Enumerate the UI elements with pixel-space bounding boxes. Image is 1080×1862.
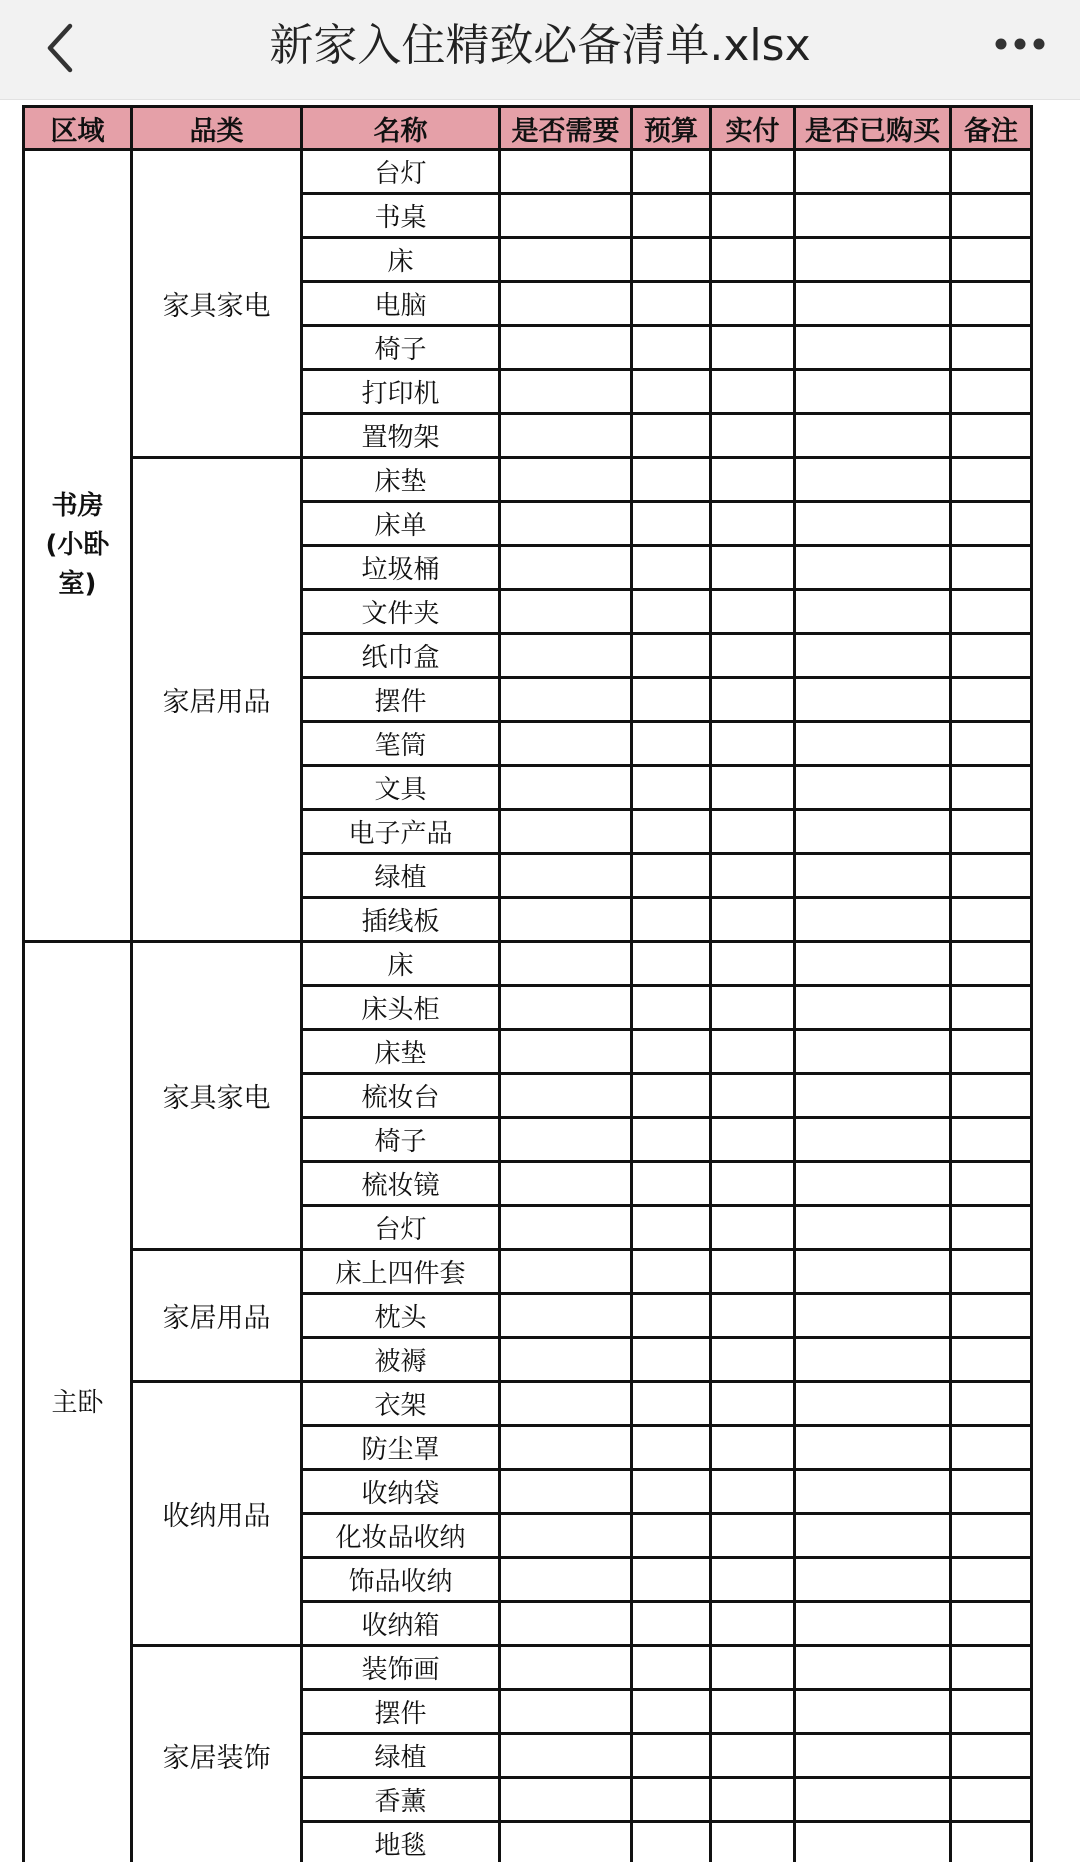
paid-cell[interactable] — [711, 238, 795, 282]
budget-cell[interactable] — [632, 1646, 711, 1690]
budget-cell[interactable] — [632, 766, 711, 810]
note-cell[interactable] — [951, 1514, 1032, 1558]
budget-cell[interactable] — [632, 1206, 711, 1250]
table-row — [24, 150, 1032, 194]
note-cell[interactable] — [951, 238, 1032, 282]
purchased-cell[interactable] — [795, 150, 951, 194]
note-cell[interactable] — [951, 502, 1032, 546]
budget-cell[interactable] — [632, 1030, 711, 1074]
purchased-cell[interactable] — [795, 678, 951, 722]
need-cell[interactable] — [500, 634, 632, 678]
note-cell[interactable] — [951, 1162, 1032, 1206]
need-cell[interactable] — [500, 766, 632, 810]
item-name-cell[interactable]: 文件夹 — [302, 590, 500, 634]
paid-cell[interactable] — [711, 282, 795, 326]
note-cell[interactable] — [951, 722, 1032, 766]
need-cell[interactable] — [500, 898, 632, 942]
budget-cell[interactable] — [632, 986, 711, 1030]
paid-cell[interactable] — [711, 194, 795, 238]
budget-cell[interactable] — [632, 1382, 711, 1426]
item-name-cell[interactable]: 床头柜 — [302, 986, 500, 1030]
note-cell[interactable] — [951, 1294, 1032, 1338]
need-cell[interactable] — [500, 1514, 632, 1558]
paid-cell[interactable] — [711, 1206, 795, 1250]
item-name-cell[interactable]: 置物架 — [302, 414, 500, 458]
item-name-cell[interactable]: 绿植 — [302, 854, 500, 898]
item-name-cell[interactable]: 打印机 — [302, 370, 500, 414]
category-cell[interactable]: 收纳用品 — [132, 1382, 302, 1646]
purchased-cell[interactable] — [795, 1514, 951, 1558]
table-row — [24, 1646, 1032, 1690]
item-name-cell[interactable]: 梳妆台 — [302, 1074, 500, 1118]
need-cell[interactable] — [500, 1074, 632, 1118]
paid-cell[interactable] — [711, 1162, 795, 1206]
purchased-cell[interactable] — [795, 942, 951, 986]
need-cell[interactable] — [500, 678, 632, 722]
item-name-cell[interactable]: 防尘罩 — [302, 1426, 500, 1470]
paid-header: 实付 — [711, 107, 795, 150]
need-cell[interactable] — [500, 458, 632, 502]
budget-cell[interactable] — [632, 810, 711, 854]
budget-cell[interactable] — [632, 1118, 711, 1162]
need-cell[interactable] — [500, 238, 632, 282]
paid-cell[interactable] — [711, 1558, 795, 1602]
need-cell[interactable] — [500, 1470, 632, 1514]
need-cell[interactable] — [500, 1602, 632, 1646]
purchased-cell[interactable] — [795, 1646, 951, 1690]
need-cell[interactable] — [500, 1382, 632, 1426]
paid-cell[interactable] — [711, 1602, 795, 1646]
budget-cell[interactable] — [632, 678, 711, 722]
purchased-cell[interactable] — [795, 1250, 951, 1294]
need-cell[interactable] — [500, 326, 632, 370]
item-name-cell[interactable]: 饰品收纳 — [302, 1558, 500, 1602]
purchased-cell[interactable] — [795, 1030, 951, 1074]
back-button[interactable] — [40, 18, 80, 78]
purchased-cell[interactable] — [795, 590, 951, 634]
purchased-cell[interactable] — [795, 634, 951, 678]
budget-cell[interactable] — [632, 898, 711, 942]
purchased-cell[interactable] — [795, 1382, 951, 1426]
item-name-cell[interactable]: 电脑 — [302, 282, 500, 326]
paid-cell[interactable] — [711, 458, 795, 502]
item-name-cell[interactable]: 电子产品 — [302, 810, 500, 854]
top-bar — [0, 0, 1080, 100]
paid-cell[interactable] — [711, 1250, 795, 1294]
purchased-header: 是否已购买 — [795, 107, 951, 150]
purchased-cell[interactable] — [795, 502, 951, 546]
item-name-cell[interactable]: 地毯 — [302, 1822, 500, 1862]
note-cell[interactable] — [951, 1690, 1032, 1734]
need-cell[interactable] — [500, 1206, 632, 1250]
purchased-cell[interactable] — [795, 766, 951, 810]
note-cell[interactable] — [951, 634, 1032, 678]
need-cell[interactable] — [500, 986, 632, 1030]
note-cell[interactable] — [951, 1030, 1032, 1074]
need-cell[interactable] — [500, 1690, 632, 1734]
budget-cell[interactable] — [632, 942, 711, 986]
item-name-cell[interactable]: 衣架 — [302, 1382, 500, 1426]
item-name-cell[interactable]: 文具 — [302, 766, 500, 810]
purchased-cell[interactable] — [795, 194, 951, 238]
item-name-cell[interactable]: 绿植 — [302, 1734, 500, 1778]
budget-cell[interactable] — [632, 150, 711, 194]
budget-cell[interactable] — [632, 1514, 711, 1558]
purchased-cell[interactable] — [795, 1778, 951, 1822]
budget-cell[interactable] — [632, 1250, 711, 1294]
purchased-cell[interactable] — [795, 1470, 951, 1514]
item-name-cell[interactable]: 装饰画 — [302, 1646, 500, 1690]
purchased-cell[interactable] — [795, 854, 951, 898]
note-cell[interactable] — [951, 1382, 1032, 1426]
need-cell[interactable] — [500, 810, 632, 854]
item-name-cell[interactable]: 枕头 — [302, 1294, 500, 1338]
note-cell[interactable] — [951, 1470, 1032, 1514]
zone-header: 区域 — [24, 107, 132, 150]
paid-cell[interactable] — [711, 1646, 795, 1690]
purchased-cell[interactable] — [795, 326, 951, 370]
need-cell[interactable] — [500, 1822, 632, 1862]
paid-cell[interactable] — [711, 1778, 795, 1822]
budget-cell[interactable] — [632, 634, 711, 678]
purchased-cell[interactable] — [795, 898, 951, 942]
budget-cell[interactable] — [632, 1822, 711, 1862]
budget-cell[interactable] — [632, 1602, 711, 1646]
note-header: 备注 — [951, 107, 1032, 150]
note-cell[interactable] — [951, 678, 1032, 722]
budget-cell[interactable] — [632, 370, 711, 414]
category-header: 品类 — [132, 107, 302, 150]
note-cell[interactable] — [951, 1778, 1032, 1822]
need-cell[interactable] — [500, 1030, 632, 1074]
need-cell[interactable] — [500, 590, 632, 634]
paid-cell[interactable] — [711, 722, 795, 766]
need-cell[interactable] — [500, 414, 632, 458]
purchased-cell[interactable] — [795, 1162, 951, 1206]
need-cell[interactable] — [500, 854, 632, 898]
budget-cell[interactable] — [632, 414, 711, 458]
paid-cell[interactable] — [711, 766, 795, 810]
item-name-cell[interactable]: 垃圾桶 — [302, 546, 500, 590]
note-cell[interactable] — [951, 942, 1032, 986]
need-cell[interactable] — [500, 1294, 632, 1338]
note-cell[interactable] — [951, 1338, 1032, 1382]
budget-cell[interactable] — [632, 502, 711, 546]
purchased-cell[interactable] — [795, 1074, 951, 1118]
budget-cell[interactable] — [632, 458, 711, 502]
budget-cell[interactable] — [632, 1778, 711, 1822]
item-name-cell[interactable]: 摆件 — [302, 1690, 500, 1734]
paid-cell[interactable] — [711, 326, 795, 370]
item-name-cell[interactable]: 床垫 — [302, 1030, 500, 1074]
need-cell[interactable] — [500, 194, 632, 238]
note-cell[interactable] — [951, 854, 1032, 898]
purchased-cell[interactable] — [795, 546, 951, 590]
name-header: 名称 — [302, 107, 500, 150]
note-cell[interactable] — [951, 1734, 1032, 1778]
need-cell[interactable] — [500, 942, 632, 986]
purchased-cell[interactable] — [795, 810, 951, 854]
category-cell[interactable]: 家居装饰 — [132, 1646, 302, 1862]
note-cell[interactable] — [951, 898, 1032, 942]
paid-cell[interactable] — [711, 898, 795, 942]
paid-cell[interactable] — [711, 546, 795, 590]
paid-cell[interactable] — [711, 678, 795, 722]
paid-cell[interactable] — [711, 370, 795, 414]
paid-cell[interactable] — [711, 502, 795, 546]
note-cell[interactable] — [951, 150, 1032, 194]
budget-cell[interactable] — [632, 1470, 711, 1514]
item-name-cell[interactable]: 床单 — [302, 502, 500, 546]
item-name-cell[interactable]: 床 — [302, 942, 500, 986]
need-cell[interactable] — [500, 1646, 632, 1690]
item-name-cell[interactable]: 梳妆镜 — [302, 1162, 500, 1206]
item-name-cell[interactable]: 床垫 — [302, 458, 500, 502]
note-cell[interactable] — [951, 1074, 1032, 1118]
purchased-cell[interactable] — [795, 282, 951, 326]
item-name-cell[interactable]: 床 — [302, 238, 500, 282]
more-options-button[interactable] — [985, 20, 1055, 68]
note-cell[interactable] — [951, 1206, 1032, 1250]
need-cell[interactable] — [500, 150, 632, 194]
budget-cell[interactable] — [632, 722, 711, 766]
need-header: 是否需要 — [500, 107, 632, 150]
paid-cell[interactable] — [711, 1514, 795, 1558]
table-row — [24, 458, 1032, 502]
item-name-cell[interactable]: 椅子 — [302, 326, 500, 370]
purchased-cell[interactable] — [795, 1206, 951, 1250]
paid-cell[interactable] — [711, 986, 795, 1030]
item-name-cell[interactable]: 床上四件套 — [302, 1250, 500, 1294]
paid-cell[interactable] — [711, 150, 795, 194]
document-title: 新家入住精致必备清单.xlsx — [269, 20, 811, 71]
item-name-cell[interactable]: 收纳袋 — [302, 1470, 500, 1514]
zone-cell[interactable]: 主卧 — [24, 942, 132, 1862]
checklist-table — [22, 105, 1033, 1862]
note-cell[interactable] — [951, 414, 1032, 458]
paid-cell[interactable] — [711, 1470, 795, 1514]
item-name-cell[interactable]: 摆件 — [302, 678, 500, 722]
paid-cell[interactable] — [711, 1030, 795, 1074]
note-cell[interactable] — [951, 766, 1032, 810]
paid-cell[interactable] — [711, 590, 795, 634]
budget-cell[interactable] — [632, 1558, 711, 1602]
table-row — [24, 942, 1032, 986]
paid-cell[interactable] — [711, 854, 795, 898]
note-cell[interactable] — [951, 590, 1032, 634]
budget-cell[interactable] — [632, 1338, 711, 1382]
zone-cell[interactable]: 书房 (小卧 室) — [24, 150, 132, 942]
purchased-cell[interactable] — [795, 1734, 951, 1778]
need-cell[interactable] — [500, 1778, 632, 1822]
note-cell[interactable] — [951, 1250, 1032, 1294]
need-cell[interactable] — [500, 370, 632, 414]
item-name-cell[interactable]: 化妆品收纳 — [302, 1514, 500, 1558]
purchased-cell[interactable] — [795, 1558, 951, 1602]
item-name-cell[interactable]: 收纳箱 — [302, 1602, 500, 1646]
need-cell[interactable] — [500, 1426, 632, 1470]
note-cell[interactable] — [951, 1602, 1032, 1646]
category-cell[interactable]: 家居用品 — [132, 458, 302, 942]
note-cell[interactable] — [951, 458, 1032, 502]
table-row — [24, 1250, 1032, 1294]
purchased-cell[interactable] — [795, 722, 951, 766]
paid-cell[interactable] — [711, 810, 795, 854]
purchased-cell[interactable] — [795, 1118, 951, 1162]
table-row — [24, 1382, 1032, 1426]
item-name-cell[interactable]: 香薰 — [302, 1778, 500, 1822]
note-cell[interactable] — [951, 1118, 1032, 1162]
need-cell[interactable] — [500, 1118, 632, 1162]
note-cell[interactable] — [951, 1822, 1032, 1862]
category-cell[interactable]: 家居用品 — [132, 1250, 302, 1382]
item-name-cell[interactable]: 书桌 — [302, 194, 500, 238]
purchased-cell[interactable] — [795, 1338, 951, 1382]
budget-cell[interactable] — [632, 590, 711, 634]
more-dots-icon — [985, 20, 1055, 68]
paid-cell[interactable] — [711, 1690, 795, 1734]
need-cell[interactable] — [500, 1250, 632, 1294]
spreadsheet-viewport[interactable] — [0, 100, 1080, 1862]
item-name-cell[interactable]: 纸巾盒 — [302, 634, 500, 678]
paid-cell[interactable] — [711, 1382, 795, 1426]
purchased-cell[interactable] — [795, 458, 951, 502]
category-cell[interactable]: 家具家电 — [132, 942, 302, 1250]
budget-cell[interactable] — [632, 194, 711, 238]
paid-cell[interactable] — [711, 1734, 795, 1778]
paid-cell[interactable] — [711, 942, 795, 986]
chevron-left-icon — [40, 18, 80, 78]
header-row — [24, 107, 1032, 150]
need-cell[interactable] — [500, 282, 632, 326]
paid-cell[interactable] — [711, 1294, 795, 1338]
budget-cell[interactable] — [632, 546, 711, 590]
need-cell[interactable] — [500, 1162, 632, 1206]
note-cell[interactable] — [951, 1558, 1032, 1602]
paid-cell[interactable] — [711, 634, 795, 678]
budget-cell[interactable] — [632, 1734, 711, 1778]
purchased-cell[interactable] — [795, 370, 951, 414]
note-cell[interactable] — [951, 326, 1032, 370]
budget-cell[interactable] — [632, 1690, 711, 1734]
purchased-cell[interactable] — [795, 1602, 951, 1646]
item-name-cell[interactable]: 台灯 — [302, 1206, 500, 1250]
item-name-cell[interactable]: 被褥 — [302, 1338, 500, 1382]
paid-cell[interactable] — [711, 414, 795, 458]
paid-cell[interactable] — [711, 1338, 795, 1382]
paid-cell[interactable] — [711, 1074, 795, 1118]
need-cell[interactable] — [500, 1558, 632, 1602]
category-cell[interactable]: 家具家电 — [132, 150, 302, 458]
purchased-cell[interactable] — [795, 238, 951, 282]
paid-cell[interactable] — [711, 1426, 795, 1470]
need-cell[interactable] — [500, 546, 632, 590]
item-name-cell[interactable]: 台灯 — [302, 150, 500, 194]
note-cell[interactable] — [951, 810, 1032, 854]
item-name-cell[interactable]: 笔筒 — [302, 722, 500, 766]
paid-cell[interactable] — [711, 1118, 795, 1162]
purchased-cell[interactable] — [795, 1426, 951, 1470]
budget-cell[interactable] — [632, 854, 711, 898]
budget-cell[interactable] — [632, 1162, 711, 1206]
need-cell[interactable] — [500, 722, 632, 766]
note-cell[interactable] — [951, 194, 1032, 238]
item-name-cell[interactable]: 插线板 — [302, 898, 500, 942]
budget-cell[interactable] — [632, 326, 711, 370]
note-cell[interactable] — [951, 370, 1032, 414]
purchased-cell[interactable] — [795, 1822, 951, 1862]
budget-cell[interactable] — [632, 238, 711, 282]
purchased-cell[interactable] — [795, 414, 951, 458]
budget-cell[interactable] — [632, 1426, 711, 1470]
paid-cell[interactable] — [711, 1822, 795, 1862]
note-cell[interactable] — [951, 546, 1032, 590]
budget-cell[interactable] — [632, 282, 711, 326]
budget-header: 预算 — [632, 107, 711, 150]
budget-cell[interactable] — [632, 1074, 711, 1118]
purchased-cell[interactable] — [795, 1690, 951, 1734]
budget-cell[interactable] — [632, 1294, 711, 1338]
note-cell[interactable] — [951, 986, 1032, 1030]
purchased-cell[interactable] — [795, 1294, 951, 1338]
need-cell[interactable] — [500, 1734, 632, 1778]
need-cell[interactable] — [500, 1338, 632, 1382]
item-name-cell[interactable]: 椅子 — [302, 1118, 500, 1162]
need-cell[interactable] — [500, 502, 632, 546]
note-cell[interactable] — [951, 282, 1032, 326]
note-cell[interactable] — [951, 1426, 1032, 1470]
purchased-cell[interactable] — [795, 986, 951, 1030]
note-cell[interactable] — [951, 1646, 1032, 1690]
